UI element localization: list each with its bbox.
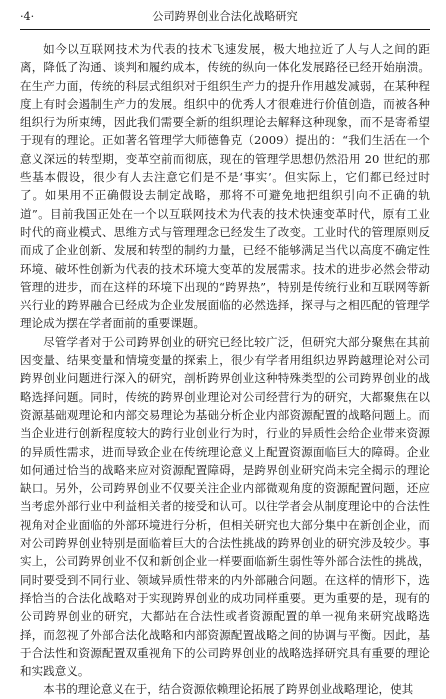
body-text — [20, 40, 430, 699]
running-title: 公司跨界创业合法化战略研究 — [152, 10, 298, 23]
page-number: ·4· — [20, 10, 35, 23]
paragraph-2: 尽管学者对于公司跨界创业的研究已经比较广泛，但研究大部分聚焦在其前因变量、结果变量和情境变量的探索上，很少有学者用组织边界跨越理论对公司跨界创业问题进行深入的研究，剖析跨界创业这种特殊类型的公司跨界创业的战略选择问题。同时，传统的跨界创业理论对公司经营行为的研究，大都聚焦在以资源基础观理论和内部交易理论为基础分析企业内部资源配置的战略问题上。而当企业进行创新程度较大的跨行业创业行为时，行业的异质性会给企业带来资源的异质性需求，进而导致企业在传统理论意义上配置资源面临巨大的障碍。企业如何通过恰当的战略来应对资源配置障碍，是跨界创业研究尚未完全揭示的理论缺口。另外，公司跨界创业不仅要关注企业内部微观角度的资源配置问题，还应当考虑外部行业中利益相关者的接受和认可。以往学者会从制度理论中的合法性视角对企业面临的外部环境进行分析，但相关研究也大部分集中在新创企业，而对公司跨界创业特别是面临着巨大的合法性挑战的跨界创业的研究涉及较少。事实上，公司跨界创业不仅和新创企业一样要面临新生弱性等外部合法性的挑战，同时要受到不同行业、领域异质性带来的内外部融合问题。在这样的情形下，选择恰当的合法化战略对于实现跨界创业的成功同样重要。更为重要的是，现有的公司跨界创业的研究，大都站在合法性或者资源配置的单一视角来研究战略选择，而忽视了外部合法化战略和内部资源配置战略之间的协调与平衡。因此，基于合法性和资源配置双重视角下的公司跨界创业的战略选择研究具有重要的理论和实践意义。 — [20, 334, 430, 679]
header-rule — [20, 29, 430, 30]
paragraph-3: 本书的理论意义在于，结合资源依赖理论拓展了跨界创业战略理论，使其 — [43, 682, 414, 697]
paragraph-1: 如今以互联网技术为代表的技术飞速发展，极大地拉近了人与人之间的距离，降低了沟通、谈判和履约成本，传统的纵向一体化发展路径已经开始崩溃。在生产力面，传统的科层式组织对于组织生产力的提升作用越发减弱，在某种程度上有时会遏制生产力的发展。组织中的优秀人才很难进行价值创造，而被各种组织行为所束缚，因此我们需要全新的组织理论去解释这种现象，而不是寄希望于现有的理论。正如著名管理学大师德鲁克（2009）提出的：“我们生活在一个意义深远的转型期，变革空前而彻底，现在的管理学思想仍然沿用 20 世纪的那些基本假设，很少有人去注意它们是不是‘事实’。但实际上，它们都已经过时了。如果用不正确假设去制定战略，那将不可避免地把组织引向不正确的轨道”。目前我国正处在一个以互联网技术为代表的技术快速变革时代，原有工业时代的商业模式、思维方式与管理理念已经发生了改变。工业时代的管理原则反而成了企业创新、发展和转型的制约力量，已经不能够满足当代以高度不确定性环境、破坏性创新为代表的技术环境大变革的发展需求。技术的进步必然会带动管理的进步，而在这样的环境下出现的“跨界热”，特别是传统行业和互联网等新兴行业的跨界融合已经成为企业发展面临的必然选择，探寻与之相匹配的管理学理论成为摆在学者面前的重要课题。 — [20, 42, 430, 331]
page-header — [20, 8, 430, 26]
